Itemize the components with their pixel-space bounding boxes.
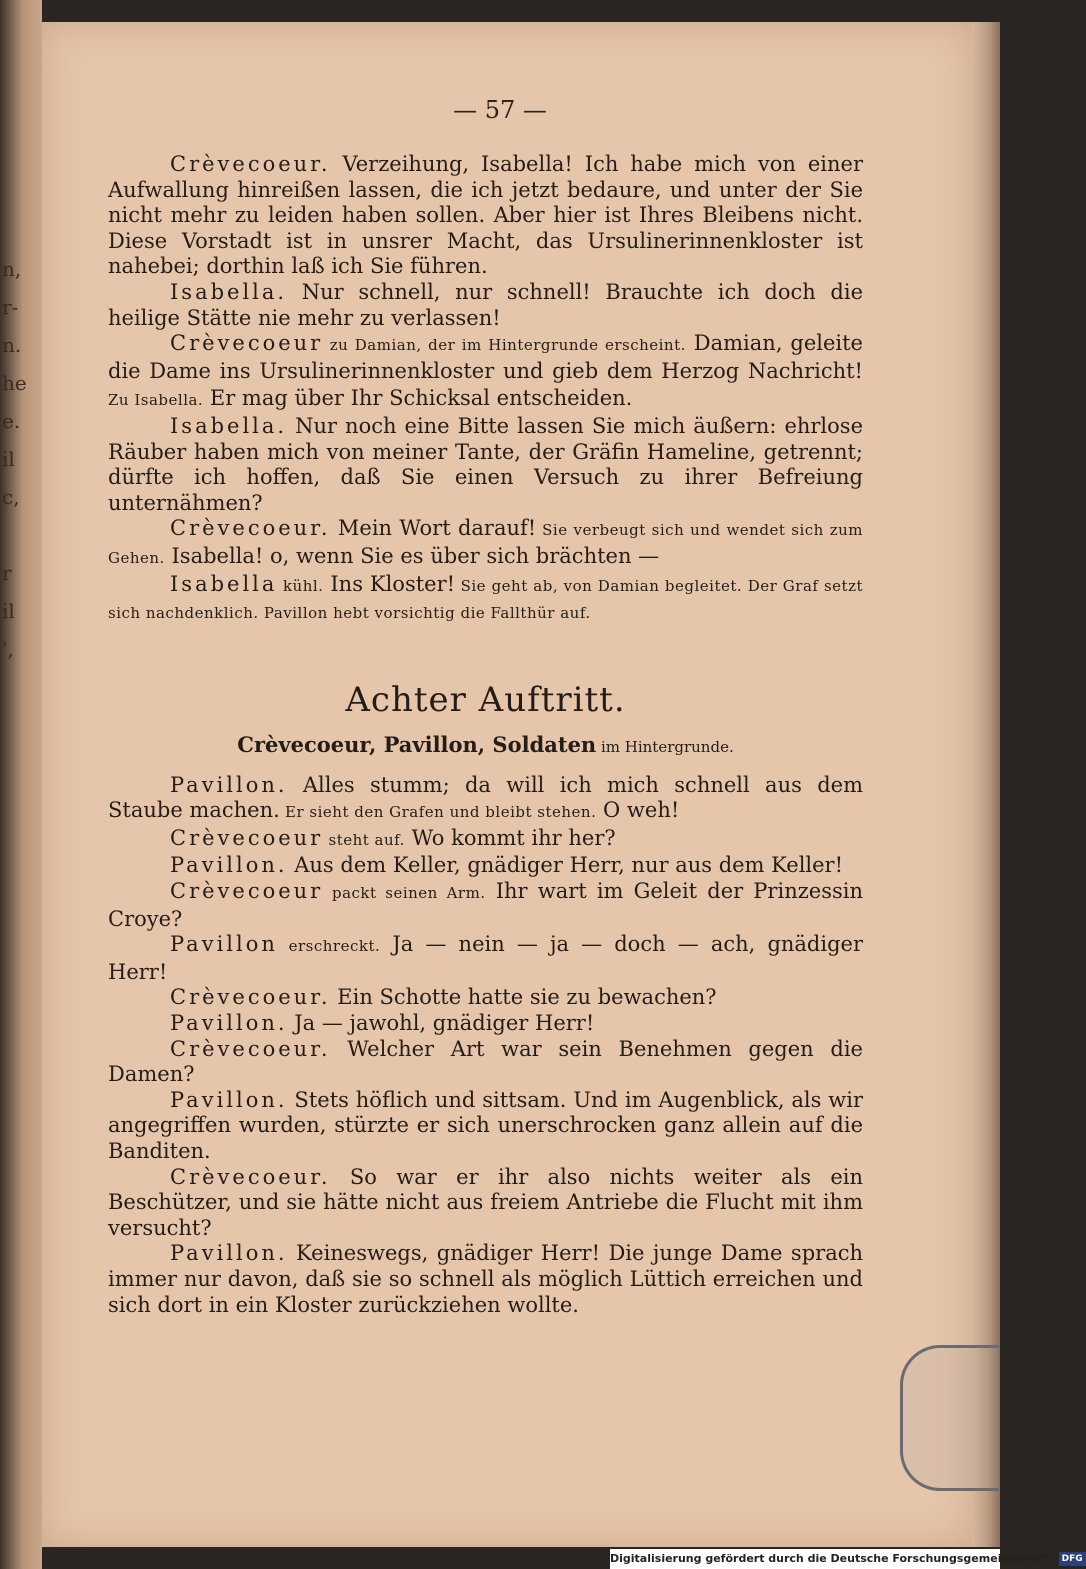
- speaker-name: Crèvecoeur.: [170, 1036, 331, 1061]
- stage-direction: erschreckt.: [277, 937, 381, 956]
- scene-heading: Achter Auftritt.: [345, 679, 626, 720]
- adjacent-page-text-fragments: n, r- n. he e. il c, r il ',: [2, 257, 27, 661]
- paragraph: [108, 516, 863, 571]
- stage-direction: Sie verbeugt sich und wendet sich zum Gehen.: [108, 521, 863, 567]
- stage-direction: Er sieht den Grafen und bleibt stehen.: [279, 803, 597, 822]
- dialogue: O weh!: [596, 798, 680, 823]
- speaker-name: Crèvecoeur: [170, 879, 324, 904]
- paragraph: [108, 853, 863, 879]
- paragraph: [108, 572, 863, 627]
- paragraph: [108, 1165, 863, 1242]
- dialogue: Isabella! o, wenn Sie es über sich brächten —: [164, 543, 660, 568]
- paragraph: [108, 879, 863, 932]
- dialogue: Damian, geleite die Dame ins Ursulinerinnenkloster und gieb dem Herzog Nachricht!: [108, 331, 863, 383]
- dialogue: Ein Schotte hatte sie zu bewachen?: [330, 985, 717, 1010]
- dialogue: Stets höflich und sittsam. Und im Augenblick, als wir angegriffen wurden, stürzte er sich unerschrocken ganz allein auf die Banditen.: [108, 1087, 863, 1163]
- paragraph: [108, 1037, 863, 1088]
- page-text: [108, 152, 863, 1318]
- stage-direction: zu Damian, der im Hintergrunde erscheint.: [323, 336, 686, 355]
- page-number: — 57 —: [453, 96, 547, 124]
- paragraph: [108, 331, 863, 414]
- paragraph: [108, 1241, 863, 1318]
- stage-direction: kühl.: [277, 576, 324, 595]
- speaker-name: Isabella.: [170, 413, 288, 438]
- dialogue: Aus dem Keller, gnädiger Herr, nur aus dem Keller!: [287, 853, 844, 878]
- speaker-name: Isabella: [170, 571, 278, 596]
- dialogue: So war er ihr also nichts weiter als ein Beschützer, und sie hätte nicht aus freiem Antriebe die Flucht mit ihm versucht?: [108, 1164, 863, 1240]
- footer-credit: Digitalisierung gefördert durch die Deutsche Forschungsgemeinschaft ·: [610, 1552, 1056, 1565]
- speaker-name: Pavillon.: [170, 853, 288, 878]
- cast-names: Crèvecoeur, Pavillon, Soldaten: [237, 731, 597, 757]
- dialogue: Mein Wort darauf!: [330, 516, 537, 541]
- dialogue: Wo kommt ihr her?: [404, 825, 616, 850]
- speaker-name: Crèvecoeur.: [170, 1164, 331, 1189]
- dialogue: Nur schnell, nur schnell! Brauchte ich doch die heilige Stätte nie mehr zu verlassen!: [108, 279, 863, 330]
- dialogue: Ins Kloster!: [323, 571, 456, 596]
- dialogue: Nur noch eine Bitte lassen Sie mich äußern: ehrlose Räuber haben mich von meiner Tante, der Gräfin Hameline, getrennt; dürfte ich hoffen, daß Sie einen Versuch zu ihrer Befreiung unternähmen?: [108, 413, 863, 515]
- paragraph: [108, 1011, 863, 1037]
- dfg-logo: DFG: [1059, 1552, 1086, 1566]
- speaker-name: Crèvecoeur.: [170, 985, 331, 1010]
- paragraph: [108, 152, 863, 280]
- digitization-footer: [610, 1549, 1083, 1569]
- speaker-name: Pavillon.: [170, 772, 288, 797]
- dialogue: Ihr wart im Geleit der Prinzessin Croye?: [108, 879, 864, 931]
- paragraph: [108, 1088, 863, 1165]
- paragraph: [108, 414, 863, 516]
- dialogue: Ja — jawohl, gnädiger Herr!: [287, 1011, 595, 1036]
- dialogue: Welcher Art war sein Benehmen gegen die Damen?: [108, 1036, 863, 1087]
- speaker-name: Crèvecoeur.: [170, 152, 331, 176]
- speaker-name: Pavillon: [170, 932, 278, 957]
- dialogue: Verzeihung, Isabella! Ich habe mich von einer Aufwallung hinreißen lassen, die ich jetzt bedaure, und unter der Sie nicht mehr zu leiden haben sollen. Aber hier ist Ihres Bleibens nicht. Diese Vorstadt ist in unsrer Macht, das Ursulinerinnenkloster ist nahebei; dorthin laß ich Sie führen.: [108, 152, 863, 279]
- speaker-name: Pavillon.: [170, 1087, 288, 1112]
- dialogue: Ja — nein — ja — doch — ach, gnädiger Herr!: [108, 932, 863, 984]
- speaker-name: Crèvecoeur: [170, 331, 324, 356]
- speaker-name: Pavillon.: [170, 1241, 288, 1266]
- dialogue: Er mag über Ihr Schicksal entscheiden.: [203, 386, 633, 411]
- paragraph: [108, 826, 863, 854]
- speaker-name: Pavillon.: [170, 1011, 288, 1036]
- speaker-name: Crèvecoeur.: [170, 516, 331, 541]
- stage-direction: steht auf.: [323, 830, 405, 849]
- speaker-name: Isabella.: [170, 279, 288, 304]
- adjacent-page-edge: [0, 0, 42, 1569]
- stage-direction: packt seinen Arm.: [323, 884, 486, 903]
- scene-cast: [108, 725, 863, 767]
- paragraph: [108, 773, 863, 826]
- paragraph: [108, 985, 863, 1011]
- speaker-name: Crèvecoeur: [170, 825, 324, 850]
- stage-direction: Zu Isabella.: [108, 391, 204, 410]
- section-gap: [108, 627, 863, 679]
- cast-note: im Hintergrunde.: [596, 737, 734, 756]
- paragraph: [108, 932, 863, 985]
- stage-direction: Sie geht ab, von Damian begleitet. Der Graf setzt sich nachdenklich. Pavillon hebt vorsichtig die Fallthür auf.: [108, 576, 863, 623]
- dialogue: Keineswegs, gnädiger Herr! Die junge Dame sprach immer nur davon, daß sie so schnell als möglich Lüttich erreichen und sich dort in ein Kloster zurückziehen wollte.: [108, 1241, 863, 1317]
- page-clip: [900, 1345, 999, 1491]
- dialogue: Alles stumm; da will ich mich schnell aus dem Staube machen.: [108, 772, 863, 823]
- page-edge-shadow: [972, 22, 1000, 1547]
- paragraph: [108, 280, 863, 331]
